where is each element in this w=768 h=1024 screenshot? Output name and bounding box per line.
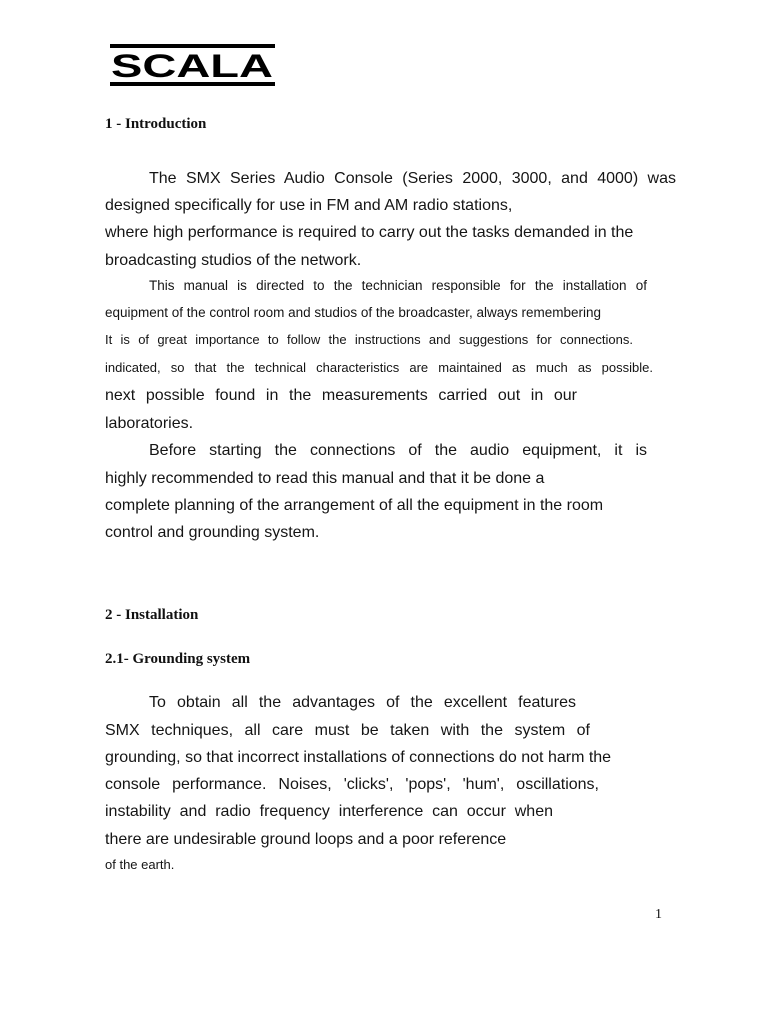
paragraph-line: console performance. Noises, 'clicks', 'pops', 'hum', oscillations, bbox=[105, 776, 599, 793]
paragraph-line: grounding, so that incorrect installations of connections do not harm the bbox=[105, 749, 612, 766]
paragraph-line: This manual is directed to the technician responsible for the installation of bbox=[149, 278, 647, 293]
paragraph-line: laboratories. bbox=[105, 415, 194, 432]
paragraph-line: of the earth. bbox=[105, 857, 175, 872]
section-2-heading: 2 - Installation bbox=[105, 607, 199, 623]
paragraph-line: broadcasting studios of the network. bbox=[105, 252, 362, 269]
paragraph-line: next possible found in the measurements carried out in our bbox=[105, 387, 577, 404]
paragraph-line: To obtain all the advantages of the excellent features bbox=[149, 694, 576, 711]
paragraph-line: complete planning of the arrangement of all the equipment in the room bbox=[105, 497, 604, 514]
paragraph-line: equipment of the control room and studios of the broadcaster, always remembering bbox=[105, 305, 602, 320]
logo-text: SCALA bbox=[111, 48, 273, 84]
paragraph-line: instability and radio frequency interference can occur when bbox=[105, 803, 553, 820]
paragraph-line: SMX techniques, all care must be taken with the system of bbox=[105, 722, 590, 739]
paragraph-line: The SMX Series Audio Console (Series 2000, 3000, and 4000) was bbox=[149, 170, 676, 187]
paragraph-line: where high performance is required to carry out the tasks demanded in the bbox=[105, 224, 634, 241]
paragraph-line: control and grounding system. bbox=[105, 524, 320, 541]
paragraph-line: there are undesirable ground loops and a poor reference bbox=[105, 831, 507, 848]
section-1-heading: 1 - Introduction bbox=[105, 116, 207, 132]
paragraph-line: Before starting the connections of the audio equipment, it is bbox=[149, 442, 647, 459]
page-number: 1 bbox=[655, 907, 662, 922]
paragraph-line: It is of great importance to follow the instructions and suggestions for connections. bbox=[105, 332, 633, 347]
paragraph-line: indicated, so that the technical characteristics are maintained as much as possible. bbox=[105, 360, 653, 375]
paragraph-line: designed specifically for use in FM and AM radio stations, bbox=[105, 197, 513, 214]
section-2-1-heading: 2.1- Grounding system bbox=[105, 651, 251, 667]
scala-logo bbox=[110, 44, 275, 87]
paragraph-line: highly recommended to read this manual and that it be done a bbox=[105, 470, 545, 487]
